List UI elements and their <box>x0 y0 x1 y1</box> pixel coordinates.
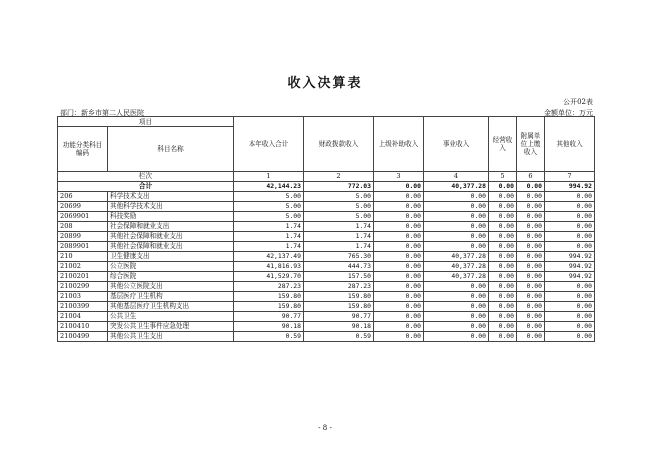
row-value: 0.00 <box>545 192 595 202</box>
row-value: 90.18 <box>234 322 304 332</box>
seq-label: 栏次 <box>58 172 234 182</box>
header-total: 本年收入合计 <box>234 117 304 172</box>
row-code: 2069901 <box>58 212 108 222</box>
total-cell: 0.00 <box>517 182 545 192</box>
row-value: 0.00 <box>517 332 545 342</box>
row-name: 基层医疗卫生机构 <box>108 292 234 302</box>
row-value: 0.00 <box>374 282 424 292</box>
row-code: 2089901 <box>58 242 108 252</box>
row-value: 5.00 <box>304 212 374 222</box>
row-value: 5.00 <box>304 202 374 212</box>
row-value: 0.00 <box>424 322 489 332</box>
row-value: 0.00 <box>517 232 545 242</box>
row-code: 2100299 <box>58 282 108 292</box>
table-row <box>58 242 595 252</box>
header-operating: 经营收入 <box>489 117 517 172</box>
total-cell: 42,144.23 <box>234 182 304 192</box>
table-row <box>58 292 595 302</box>
row-value: 0.00 <box>374 242 424 252</box>
row-value: 0.59 <box>234 332 304 342</box>
row-value: 0.00 <box>489 282 517 292</box>
row-code: 2100201 <box>58 272 108 282</box>
row-value: 90.77 <box>304 312 374 322</box>
row-value: 0.00 <box>517 202 545 212</box>
row-value: 1.74 <box>304 242 374 252</box>
row-value: 765.30 <box>304 252 374 262</box>
row-code: 2100499 <box>58 332 108 342</box>
row-value: 0.00 <box>545 232 595 242</box>
row-value: 40,377.28 <box>424 272 489 282</box>
row-code: 21004 <box>58 312 108 322</box>
row-value: 0.00 <box>424 332 489 342</box>
table-row <box>58 282 595 292</box>
total-cell: 0.00 <box>489 182 517 192</box>
row-value: 0.00 <box>517 222 545 232</box>
row-value: 0.00 <box>374 302 424 312</box>
row-value: 5.00 <box>234 202 304 212</box>
row-value: 0.00 <box>424 292 489 302</box>
row-value: 0.00 <box>424 222 489 232</box>
row-value: 0.00 <box>374 332 424 342</box>
row-value: 1.74 <box>234 242 304 252</box>
row-value: 157.50 <box>304 272 374 282</box>
seq-cell: 4 <box>424 172 489 182</box>
seq-cell: 5 <box>489 172 517 182</box>
seq-cell: 1 <box>234 172 304 182</box>
form-number: 公开02表 <box>563 98 593 106</box>
row-value: 0.00 <box>517 272 545 282</box>
row-code: 20899 <box>58 232 108 242</box>
row-value: 90.77 <box>234 312 304 322</box>
row-name: 其他公立医院支出 <box>108 282 234 292</box>
row-value: 0.00 <box>489 292 517 302</box>
row-code: 210 <box>58 252 108 262</box>
row-value: 0.00 <box>374 262 424 272</box>
row-value: 0.00 <box>517 282 545 292</box>
unit-label: 金额单位：万元 <box>544 109 593 117</box>
seq-cell: 2 <box>304 172 374 182</box>
total-cell: 40,377.28 <box>424 182 489 192</box>
row-value: 0.00 <box>545 282 595 292</box>
row-value: 0.00 <box>374 292 424 302</box>
table-row <box>58 322 595 332</box>
row-name: 科学技术支出 <box>108 192 234 202</box>
row-value: 0.00 <box>424 242 489 252</box>
row-value: 159.80 <box>234 292 304 302</box>
row-value: 5.00 <box>304 192 374 202</box>
row-name: 公立医院 <box>108 262 234 272</box>
row-value: 0.00 <box>424 302 489 312</box>
row-name: 综合医院 <box>108 272 234 282</box>
table-row <box>58 232 595 242</box>
row-value: 0.00 <box>517 262 545 272</box>
table-row <box>58 192 595 202</box>
row-value: 0.00 <box>545 322 595 332</box>
table-row <box>58 222 595 232</box>
row-code: 21002 <box>58 262 108 272</box>
row-value: 0.00 <box>545 312 595 322</box>
row-value: 0.00 <box>517 192 545 202</box>
row-value: 1.74 <box>234 222 304 232</box>
row-value: 0.00 <box>424 202 489 212</box>
row-value: 90.18 <box>304 322 374 332</box>
header-fiscal: 财政拨款收入 <box>304 117 374 172</box>
income-table <box>57 116 595 342</box>
row-value: 41,816.93 <box>234 262 304 272</box>
row-value: 0.00 <box>489 232 517 242</box>
row-value: 0.00 <box>489 222 517 232</box>
row-name: 突发公共卫生事件应急处理 <box>108 322 234 332</box>
row-value: 0.00 <box>545 222 595 232</box>
row-value: 0.00 <box>424 312 489 322</box>
total-cell: 994.92 <box>545 182 595 192</box>
row-value: 0.00 <box>489 302 517 312</box>
row-value: 0.00 <box>489 202 517 212</box>
row-code: 2100410 <box>58 322 108 332</box>
header-affiliated: 附属单位上缴收入 <box>517 117 545 172</box>
row-value: 159.80 <box>304 302 374 312</box>
row-value: 0.00 <box>374 322 424 332</box>
row-value: 0.59 <box>304 332 374 342</box>
table-body <box>58 192 595 342</box>
row-value: 42,137.49 <box>234 252 304 262</box>
row-value: 41,529.70 <box>234 272 304 282</box>
row-value: 0.00 <box>374 222 424 232</box>
row-value: 0.00 <box>489 242 517 252</box>
row-value: 159.80 <box>234 302 304 312</box>
row-value: 0.00 <box>545 202 595 212</box>
row-code: 2100399 <box>58 302 108 312</box>
row-value: 1.74 <box>304 222 374 232</box>
row-value: 0.00 <box>374 192 424 202</box>
row-value: 0.00 <box>545 212 595 222</box>
row-value: 994.92 <box>545 272 595 282</box>
row-name: 公共卫生 <box>108 312 234 322</box>
row-code: 206 <box>58 192 108 202</box>
row-value: 0.00 <box>424 192 489 202</box>
row-value: 0.00 <box>489 322 517 332</box>
row-value: 0.00 <box>489 272 517 282</box>
row-value: 5.00 <box>234 192 304 202</box>
row-value: 0.00 <box>517 302 545 312</box>
table-row <box>58 272 595 282</box>
row-name: 其他基层医疗卫生机构支出 <box>108 302 234 312</box>
row-value: 0.00 <box>517 312 545 322</box>
header-other: 其他收入 <box>545 117 595 172</box>
row-value: 5.00 <box>234 212 304 222</box>
row-value: 40,377.28 <box>424 252 489 262</box>
row-value: 0.00 <box>489 312 517 322</box>
row-value: 0.00 <box>545 302 595 312</box>
page-number: - 8 - <box>318 424 332 432</box>
row-value: 40,377.28 <box>424 262 489 272</box>
table-row <box>58 212 595 222</box>
table-row <box>58 302 595 312</box>
row-value: 0.00 <box>489 332 517 342</box>
row-value: 0.00 <box>424 232 489 242</box>
row-value: 0.00 <box>545 292 595 302</box>
row-value: 994.92 <box>545 252 595 262</box>
row-value: 0.00 <box>374 202 424 212</box>
seq-row <box>58 172 595 182</box>
row-value: 0.00 <box>374 252 424 262</box>
total-row <box>58 182 595 192</box>
row-value: 0.00 <box>545 242 595 252</box>
seq-cell: 3 <box>374 172 424 182</box>
row-value: 0.00 <box>424 282 489 292</box>
row-code: 21003 <box>58 292 108 302</box>
row-value: 0.00 <box>517 212 545 222</box>
row-name: 其他科学技术支出 <box>108 202 234 212</box>
row-value: 287.23 <box>234 282 304 292</box>
row-value: 0.00 <box>517 252 545 262</box>
row-value: 0.00 <box>374 212 424 222</box>
table-row <box>58 332 595 342</box>
row-name: 其他社会保障和就业支出 <box>108 242 234 252</box>
row-value: 0.00 <box>374 272 424 282</box>
row-name: 社会保障和就业支出 <box>108 222 234 232</box>
header-name: 科目名称 <box>108 127 234 172</box>
row-value: 0.00 <box>489 192 517 202</box>
row-value: 287.23 <box>304 282 374 292</box>
table-row <box>58 202 595 212</box>
row-name: 其他社会保障和就业支出 <box>108 232 234 242</box>
row-value: 1.74 <box>304 232 374 242</box>
row-value: 1.74 <box>234 232 304 242</box>
seq-cell: 7 <box>545 172 595 182</box>
total-cell: 772.03 <box>304 182 374 192</box>
table-row <box>58 262 595 272</box>
row-code: 20699 <box>58 202 108 212</box>
row-name: 科技奖励 <box>108 212 234 222</box>
row-value: 0.00 <box>517 292 545 302</box>
row-value: 0.00 <box>424 212 489 222</box>
row-value: 0.00 <box>374 232 424 242</box>
row-value: 0.00 <box>489 212 517 222</box>
seq-cell: 6 <box>517 172 545 182</box>
row-value: 0.00 <box>517 322 545 332</box>
row-value: 0.00 <box>545 332 595 342</box>
page-title: 收入决算表 <box>287 76 363 91</box>
row-value: 994.92 <box>545 262 595 272</box>
row-name: 其他公共卫生支出 <box>108 332 234 342</box>
row-code: 208 <box>58 222 108 232</box>
department-label: 部门：新乡市第二人民医院 <box>60 109 144 117</box>
table-row <box>58 252 595 262</box>
row-value: 0.00 <box>489 252 517 262</box>
row-value: 444.73 <box>304 262 374 272</box>
row-value: 0.00 <box>374 312 424 322</box>
row-value: 0.00 <box>517 242 545 252</box>
header-code: 功能分类科目编码 <box>58 127 108 172</box>
table-row <box>58 312 595 322</box>
header-project: 项目 <box>58 117 234 127</box>
total-cell: 0.00 <box>374 182 424 192</box>
row-value: 0.00 <box>489 262 517 272</box>
total-label: 合计 <box>58 182 234 192</box>
header-subsidy: 上级补助收入 <box>374 117 424 172</box>
header-business: 事业收入 <box>424 117 489 172</box>
row-value: 159.80 <box>304 292 374 302</box>
row-name: 卫生健康支出 <box>108 252 234 262</box>
